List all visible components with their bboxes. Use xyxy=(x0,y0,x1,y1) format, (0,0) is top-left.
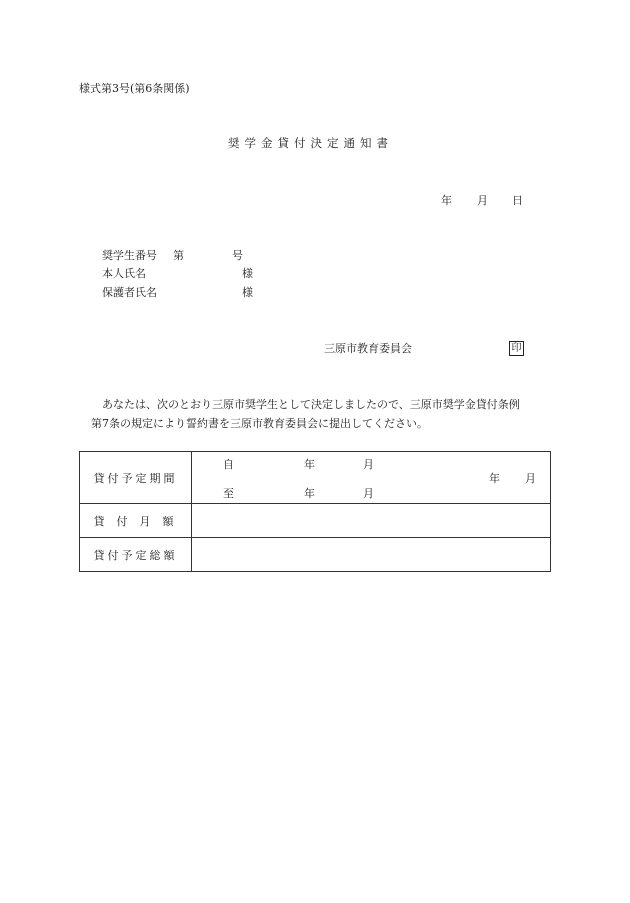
document-title: 奨学金貸付決定通知書 xyxy=(228,136,393,150)
guardian-name-label: 保護者氏名 xyxy=(102,286,157,299)
student-name-label: 本人氏名 xyxy=(102,267,146,280)
period-from-month-label: 月 xyxy=(363,458,374,471)
notice-line-1: あなたは、次のとおり三原市奨学生として決定しましたので、三原市奨学金貸付条例 xyxy=(102,398,520,411)
table-row-total xyxy=(80,538,551,572)
table-row-monthly xyxy=(80,504,551,538)
official-seal-mark: 印 xyxy=(509,341,524,356)
period-to-label: 至 xyxy=(223,487,234,500)
loan-details-table xyxy=(79,451,551,572)
period-from-year-label: 年 xyxy=(304,458,315,471)
date-month-label: 月 xyxy=(477,194,488,207)
monthly-amount-label: 貸付月額 xyxy=(80,504,192,538)
date-day-label: 日 xyxy=(512,194,523,207)
notice-line-2: 第7条の規定により誓約書を三原市教育委員会に提出してください。 xyxy=(91,417,428,430)
period-duration-year-label: 年 xyxy=(489,472,500,485)
period-duration-month-label: 月 xyxy=(525,472,536,485)
period-to-year-label: 年 xyxy=(304,487,315,500)
student-honorific: 様 xyxy=(242,267,253,280)
guardian-honorific: 様 xyxy=(242,286,253,299)
student-number-label: 奨学生番号 xyxy=(102,249,157,262)
table-row-period xyxy=(80,452,551,504)
period-cell xyxy=(192,452,551,504)
period-from-label: 自 xyxy=(223,458,234,471)
total-amount-value xyxy=(192,538,551,572)
student-number-dai: 第 xyxy=(173,249,184,262)
form-number: 様式第3号(第6条関係) xyxy=(79,82,190,95)
period-label: 貸付予定期間 xyxy=(80,452,192,504)
issuer-name: 三原市教育委員会 xyxy=(324,342,412,355)
total-amount-label: 貸付予定総額 xyxy=(80,538,192,572)
period-to-month-label: 月 xyxy=(363,487,374,500)
monthly-amount-value xyxy=(192,504,551,538)
date-year-label: 年 xyxy=(441,194,452,207)
student-number-go: 号 xyxy=(232,249,243,262)
